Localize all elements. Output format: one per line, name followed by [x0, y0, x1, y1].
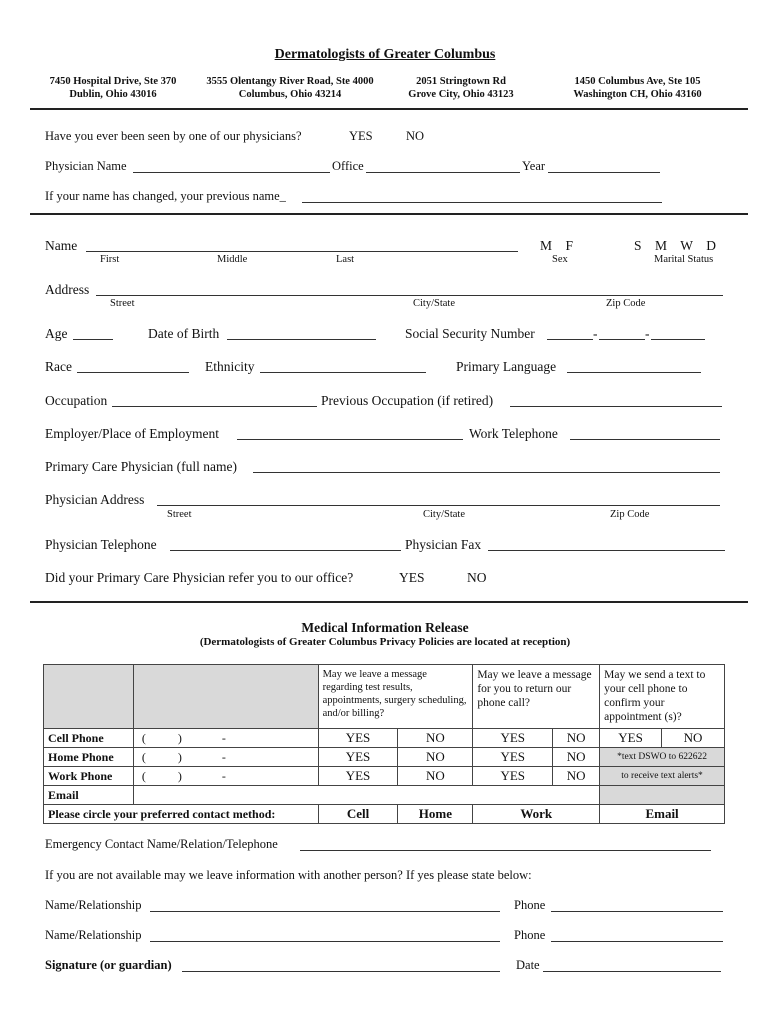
language-label: Primary Language: [456, 359, 557, 374]
seen-no-option[interactable]: NO: [406, 129, 425, 143]
work-telephone-label: Work Telephone: [469, 426, 558, 441]
divider-mid: [30, 213, 748, 215]
ssn-part2-field[interactable]: [599, 339, 645, 340]
location-4: [550, 75, 725, 101]
date-field[interactable]: [543, 971, 721, 972]
ssn-label: Social Security Number: [405, 326, 535, 341]
physician-address-field[interactable]: [157, 505, 720, 506]
year-label: Year: [522, 159, 546, 173]
physician-fax-label: Physician Fax: [405, 537, 482, 552]
pcp-label: Primary Care Physician (full name): [45, 459, 237, 474]
table-row: [44, 748, 725, 767]
release-subtitle: (Dermatologists of Greater Columbus Privacy Policies are located at reception): [199, 636, 571, 648]
location-3: [396, 75, 526, 101]
header-blank-2: [133, 665, 318, 729]
phone-1-field[interactable]: [551, 911, 723, 912]
dob-label: Date of Birth: [148, 326, 220, 341]
name-relationship-1-field[interactable]: [150, 911, 500, 912]
location-3-line1: 2051 Stringtown Rd: [416, 76, 506, 87]
divider-top: [30, 108, 748, 110]
physician-telephone-field[interactable]: [170, 550, 401, 551]
work-telephone-field[interactable]: [570, 439, 720, 440]
ethnicity-label: Ethnicity: [205, 359, 255, 374]
phys-street-sublabel: Street: [167, 509, 192, 520]
prev-occupation-field[interactable]: [510, 406, 722, 407]
employer-label: Employer/Place of Employment: [45, 426, 219, 441]
email-field[interactable]: [133, 786, 599, 805]
year-field[interactable]: [548, 172, 660, 173]
preferred-home-option[interactable]: Home: [398, 805, 473, 824]
seen-yes-option[interactable]: YES: [349, 129, 373, 143]
previous-name-field[interactable]: [302, 202, 662, 203]
text-alerts-note: to receive text alerts*: [600, 767, 725, 786]
name-relationship-2-label: Name/Relationship: [45, 928, 142, 942]
paren-close: ): [177, 730, 182, 745]
ethnicity-field[interactable]: [260, 372, 426, 373]
paren-open: (: [141, 749, 146, 764]
race-field[interactable]: [77, 372, 189, 373]
city-state-sublabel: City/State: [413, 298, 455, 309]
paren-close: ): [177, 768, 182, 783]
office-label: Office: [332, 159, 364, 173]
referral-question: Did your Primary Care Physician refer you to our office?: [45, 570, 354, 585]
name-field[interactable]: [86, 251, 518, 252]
language-field[interactable]: [567, 372, 701, 373]
ssn-dash-1: -: [593, 326, 598, 341]
paren-open: (: [141, 768, 146, 783]
physician-fax-field[interactable]: [488, 550, 725, 551]
location-4-line2: Washington CH, Ohio 43160: [573, 89, 702, 100]
race-label: Race: [45, 359, 72, 374]
previous-name-label: If your name has changed, your previous name_: [45, 189, 286, 203]
page-title: Dermatologists of Greater Columbus: [274, 47, 496, 62]
home-msg-yes[interactable]: YES: [318, 748, 398, 767]
text-instructions-note: *text DSWO to 622622: [600, 748, 725, 767]
preferred-work-option[interactable]: Work: [473, 805, 600, 824]
dob-field[interactable]: [227, 339, 376, 340]
prev-occupation-label: Previous Occupation (if retired): [321, 393, 494, 408]
sex-options[interactable]: M F: [540, 238, 574, 253]
number-dash: -: [221, 768, 226, 783]
physician-address-label: Physician Address: [45, 492, 145, 507]
address-label: Address: [45, 282, 90, 297]
name-relationship-1-label: Name/Relationship: [45, 898, 142, 912]
header-person: May we leave a message for you to return our phone call?: [473, 665, 600, 729]
cell-person-no[interactable]: NO: [553, 729, 600, 748]
physician-name-field[interactable]: [133, 172, 330, 173]
emergency-contact-field[interactable]: [300, 850, 711, 851]
ssn-dash-2: -: [645, 326, 650, 341]
table-row: [44, 767, 725, 786]
name-label: Name: [45, 238, 78, 253]
work-msg-no[interactable]: NO: [398, 767, 473, 786]
home-person-no[interactable]: NO: [553, 748, 600, 767]
referral-yes-option[interactable]: YES: [399, 570, 425, 585]
number-dash: -: [221, 730, 226, 745]
location-2-line2: Columbus, Ohio 43214: [238, 89, 342, 100]
first-sublabel: First: [100, 254, 120, 265]
last-sublabel: Last: [336, 254, 355, 265]
location-1: [38, 75, 188, 101]
header-text: May we send a text to your cell phone to confirm your appointment (s)?: [600, 665, 725, 729]
release-title: Medical Information Release: [301, 620, 469, 635]
seen-question: Have you ever been seen by one of our physicians?: [45, 129, 302, 143]
occupation-field[interactable]: [112, 406, 317, 407]
location-2-line1: 3555 Olentangy River Road, Ste 4000: [206, 76, 374, 87]
email-blank: [600, 786, 725, 805]
office-field[interactable]: [366, 172, 520, 173]
number-dash: -: [221, 749, 226, 764]
cell-msg-yes[interactable]: YES: [318, 729, 398, 748]
paren-open: (: [141, 730, 146, 745]
phone-1-label: Phone: [514, 898, 546, 912]
phys-zip-sublabel: Zip Code: [610, 509, 650, 520]
signature-field[interactable]: [182, 971, 500, 972]
release-table: [43, 664, 725, 824]
work-person-no[interactable]: NO: [553, 767, 600, 786]
table-row: [44, 786, 725, 805]
home-phone-number-field[interactable]: [133, 748, 318, 767]
location-3-line2: Grove City, Ohio 43123: [408, 89, 514, 100]
location-1-line2: Dublin, Ohio 43016: [69, 89, 157, 100]
middle-sublabel: Middle: [217, 254, 248, 265]
physician-telephone-label: Physician Telephone: [45, 537, 157, 552]
location-1-line1: 7450 Hospital Drive, Ste 370: [49, 76, 177, 87]
occupation-label: Occupation: [45, 393, 108, 408]
release-header-row: [44, 665, 725, 729]
cell-text-yes[interactable]: YES: [600, 729, 662, 748]
cell-person-yes[interactable]: YES: [473, 729, 553, 748]
work-person-yes[interactable]: YES: [473, 767, 553, 786]
header-message: May we leave a message regarding test results, appointments, surgery scheduling, and/or billing?: [318, 665, 473, 729]
emergency-contact-label: Emergency Contact Name/Relation/Telephone: [45, 837, 278, 851]
phys-city-sublabel: City/State: [423, 509, 465, 520]
cell-msg-no[interactable]: NO: [398, 729, 473, 748]
preferred-contact-label: Please circle your preferred contact method:: [44, 805, 319, 824]
home-msg-no[interactable]: NO: [398, 748, 473, 767]
address-field[interactable]: [96, 295, 723, 296]
cell-text-no[interactable]: NO: [662, 729, 725, 748]
email-label: Email: [44, 786, 134, 805]
zip-sublabel: Zip Code: [606, 298, 646, 309]
divider-bottom: [30, 601, 748, 603]
sex-sublabel: Sex: [552, 254, 568, 265]
phone-2-label: Phone: [514, 928, 546, 942]
age-label: Age: [45, 326, 68, 341]
table-row: [44, 805, 725, 824]
home-phone-label: Home Phone: [44, 748, 134, 767]
street-sublabel: Street: [110, 298, 135, 309]
ssn-part3-field[interactable]: [651, 339, 705, 340]
physician-name-label: Physician Name: [45, 159, 127, 173]
marital-options[interactable]: S M W D: [634, 238, 717, 253]
header-blank-1: [44, 665, 134, 729]
preferred-email-option[interactable]: Email: [600, 805, 725, 824]
cell-phone-label: Cell Phone: [44, 729, 134, 748]
table-row: [44, 729, 725, 748]
work-msg-yes[interactable]: YES: [318, 767, 398, 786]
ssn-part1-field[interactable]: [547, 339, 593, 340]
cell-phone-number-field[interactable]: [133, 729, 318, 748]
other-person-question: If you are not available may we leave information with another person? If yes please state below:: [45, 868, 532, 882]
pcp-field[interactable]: [253, 472, 720, 473]
paren-close: ): [177, 749, 182, 764]
work-phone-label: Work Phone: [44, 767, 134, 786]
work-phone-number-field[interactable]: [133, 767, 318, 786]
location-4-line1: 1450 Columbus Ave, Ste 105: [574, 76, 701, 87]
phone-2-field[interactable]: [551, 941, 723, 942]
date-label: Date: [516, 958, 540, 972]
home-person-yes[interactable]: YES: [473, 748, 553, 767]
preferred-cell-option[interactable]: Cell: [318, 805, 398, 824]
location-2: [195, 75, 385, 101]
signature-label: Signature (or guardian): [45, 958, 172, 972]
name-relationship-2-field[interactable]: [150, 941, 500, 942]
marital-sublabel: Marital Status: [654, 254, 714, 265]
referral-no-option[interactable]: NO: [467, 570, 487, 585]
employer-field[interactable]: [237, 439, 463, 440]
age-field[interactable]: [73, 339, 113, 340]
